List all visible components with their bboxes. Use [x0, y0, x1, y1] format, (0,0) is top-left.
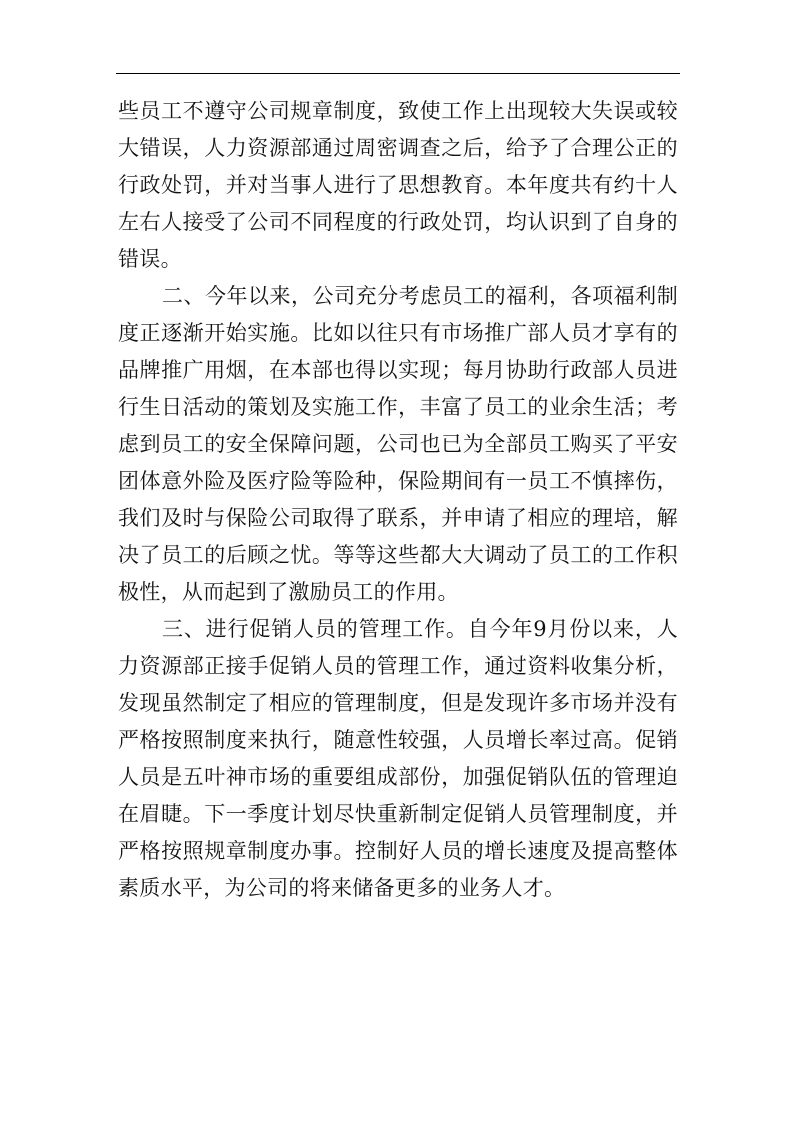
paragraph-continuation: 些员工不遵守公司规章制度，致使工作上出现较大失误或较大错误，人力资源部通过周密调查之后，给予了合理公正的行政处罚，并对当事人进行了思想教育。本年度共有约十人左右人接受了公司不同程度的行政处罚，均认识到了自身的错误。 — [118, 99, 678, 271]
document-body — [118, 93, 678, 907]
paragraph-promoter-management: 三、进行促销人员的管理工作。自今年9月份以来，人力资源部正接手促销人员的管理工作，通过资料收集分析，发现虽然制定了相应的管理制度，但是发现许多市场并没有严格按照制度来执行，随意性较强，人员增长率过高。促销人员是五叶神市场的重要组成部份，加强促销队伍的管理迫在眉睫。下一季度计划尽快重新制定促销人员管理制度，并严格按照规章制度办事。控制好人员的增长速度及提高整体素质水平，为公司的将来储备更多的业务人才。 — [118, 617, 678, 900]
header-rule — [116, 73, 680, 74]
paragraph-employee-welfare: 二、今年以来，公司充分考虑员工的福利，各项福利制度正逐渐开始实施。比如以往只有市场推广部人员才享有的品牌推广用烟，在本部也得以实现；每月协助行政部人员进行生日活动的策划及实施工作，丰富了员工的业余生活；考虑到员工的安全保障问题，公司也已为全部员工购买了平安团体意外险及医疗险等险种，保险期间有一员工不慎摔伤，我们及时与保险公司取得了联系，并申请了相应的理培，解决了员工的后顾之忧。等等这些都大大调动了员工的工作积极性，从而起到了激励员工的作用。 — [118, 284, 678, 604]
